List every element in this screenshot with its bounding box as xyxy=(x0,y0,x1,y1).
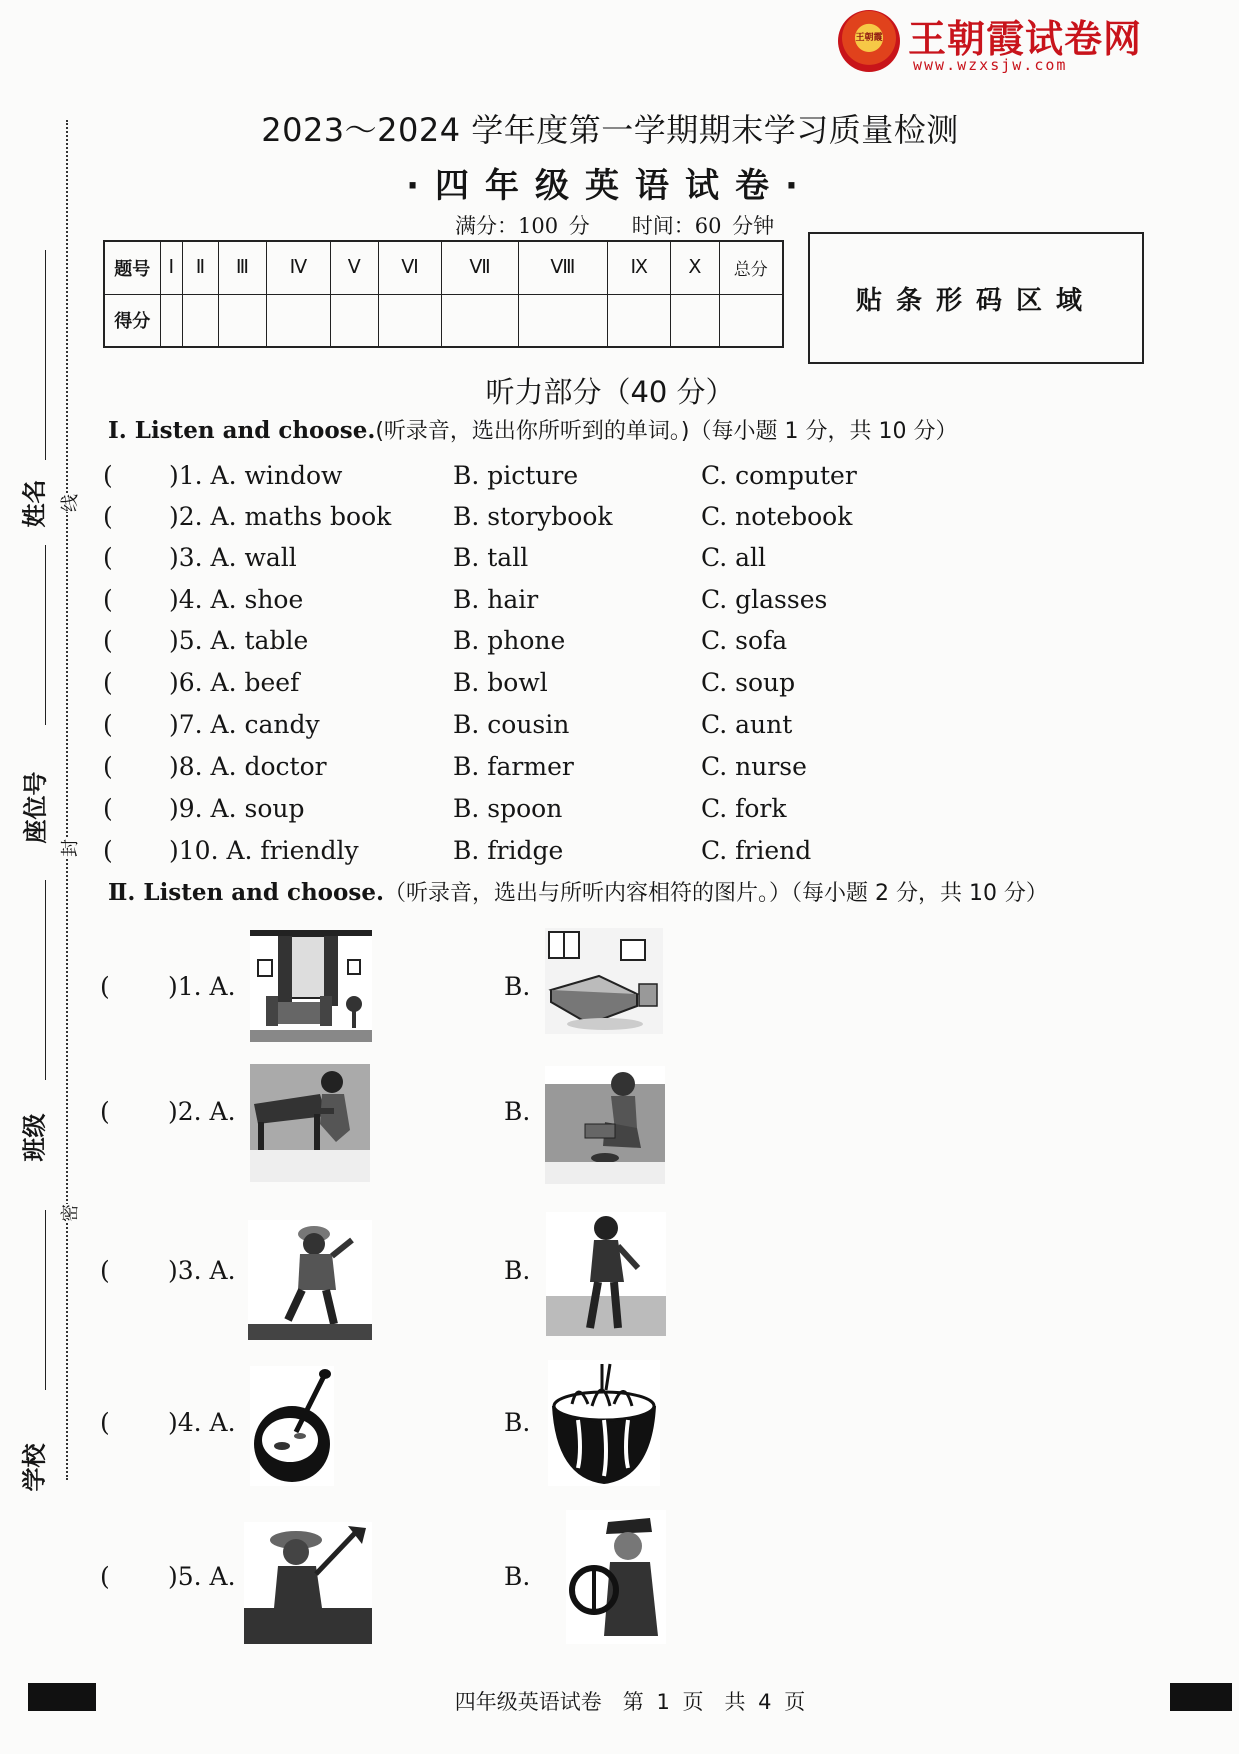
option-c: C. notebook xyxy=(701,502,853,531)
total-score-label: 总分 xyxy=(719,241,783,294)
barcode-area: 贴条形码区域 xyxy=(808,232,1144,364)
question-row xyxy=(103,710,1153,746)
option-b: B. hair xyxy=(453,585,539,614)
question-row xyxy=(103,794,1153,830)
score-col-1: Ⅰ xyxy=(160,241,183,294)
option-c: C. computer xyxy=(701,461,857,490)
option-c: C. all xyxy=(701,543,767,572)
score-cell[interactable] xyxy=(518,294,607,347)
option-a: )4. A. shoe xyxy=(169,585,304,614)
score-col-10: Ⅹ xyxy=(671,241,719,294)
question-row xyxy=(103,626,1153,662)
score-col-2: Ⅱ xyxy=(183,241,219,294)
score-col-8: Ⅷ xyxy=(518,241,607,294)
score-cell[interactable] xyxy=(378,294,442,347)
answer-paren[interactable]: ( xyxy=(100,1562,110,1591)
option-a: )2. A. maths book xyxy=(169,502,392,531)
option-a: )5. A. table xyxy=(169,626,309,655)
section-2-heading-en: Ⅱ. Listen and choose. xyxy=(108,879,384,906)
score-cell[interactable] xyxy=(442,294,518,347)
option-c: C. aunt xyxy=(701,710,793,739)
exam-subtitle: ·四年级英语试卷· xyxy=(406,166,814,206)
answer-paren[interactable]: ( xyxy=(103,794,113,823)
option-a: )10. A. friendly xyxy=(169,836,359,865)
answer-paren[interactable]: ( xyxy=(103,585,113,614)
binding-field-seat: 座位号 xyxy=(21,771,50,844)
tall-girl-picture[interactable] xyxy=(546,1212,666,1336)
option-a: )3. A. wall xyxy=(169,543,297,572)
section-2-heading-cn: （听录音，选出与所听内容相符的图片。）（每小题 2 分，共 10 分） xyxy=(383,881,1048,906)
section-1-heading-cn: (听录音，选出你所听到的单词。)（每小题 1 分，共 10 分） xyxy=(375,419,958,444)
driver-at-wheel-picture[interactable] xyxy=(566,1510,666,1644)
question-row xyxy=(103,585,1153,621)
answer-paren[interactable]: ( xyxy=(103,502,113,531)
question-row xyxy=(103,752,1153,788)
score-cell[interactable] xyxy=(218,294,266,347)
option-b: B. storybook xyxy=(453,502,613,531)
answer-paren[interactable]: ( xyxy=(103,668,113,697)
brand-name: 王朝霞试卷网 xyxy=(908,17,1143,61)
section-1-heading-en: Ⅰ. Listen and choose. xyxy=(108,417,376,444)
score-table xyxy=(103,240,784,348)
option-a-label: )3. A. xyxy=(168,1256,236,1285)
exam-meta: 满分：100 分 时间：60 分钟 xyxy=(455,214,775,238)
farmer-with-shovel-picture[interactable] xyxy=(244,1522,372,1644)
binding-mark-seal: 封 xyxy=(56,839,82,857)
score-col-5: Ⅴ xyxy=(330,241,378,294)
living-room-picture[interactable] xyxy=(250,930,372,1042)
question-row xyxy=(103,668,1153,704)
name-rule xyxy=(45,250,46,460)
brand-url: www.wzxsjw.com xyxy=(913,56,1068,74)
class-rule xyxy=(45,880,46,1080)
score-cell[interactable] xyxy=(671,294,719,347)
answer-paren[interactable]: ( xyxy=(103,836,113,865)
school-rule xyxy=(45,1210,46,1390)
boy-cleaning-table-picture[interactable] xyxy=(250,1064,370,1182)
score-header-row xyxy=(104,241,783,294)
score-cell[interactable] xyxy=(330,294,378,347)
seal-text: 王朝霞 xyxy=(855,33,883,43)
option-c: C. sofa xyxy=(701,626,788,655)
score-col-9: Ⅸ xyxy=(608,241,671,294)
option-a-label: )5. A. xyxy=(168,1562,236,1591)
score-col-6: Ⅵ xyxy=(378,241,442,294)
section-1-heading xyxy=(108,414,957,445)
binding-dotted-line xyxy=(66,120,68,1480)
page-footer: 四年级英语试卷 第 1 页 共 4 页 xyxy=(454,1690,806,1714)
option-c: C. soup xyxy=(701,668,796,697)
option-a: )1. A. window xyxy=(169,461,343,490)
bedroom-picture[interactable] xyxy=(545,928,663,1034)
question-row xyxy=(103,461,1153,497)
option-c: C. glasses xyxy=(701,585,828,614)
option-c: C. fork xyxy=(701,794,787,823)
score-cell[interactable] xyxy=(267,294,331,347)
answer-paren[interactable]: ( xyxy=(100,1256,110,1285)
option-b: B. phone xyxy=(453,626,566,655)
total-score-cell[interactable] xyxy=(719,294,783,347)
question-row xyxy=(103,502,1153,538)
option-b: B. bowl xyxy=(453,668,548,697)
score-cell[interactable] xyxy=(183,294,219,347)
option-c: C. nurse xyxy=(701,752,807,781)
option-a: )8. A. doctor xyxy=(169,752,327,781)
answer-paren[interactable]: ( xyxy=(103,461,113,490)
option-a-label: )2. A. xyxy=(168,1097,236,1126)
bowl-of-soup-picture[interactable] xyxy=(250,1366,334,1486)
binding-mark-line: 线 xyxy=(56,494,82,512)
bowl-of-noodles-picture[interactable] xyxy=(548,1360,660,1486)
option-a-label: )1. A. xyxy=(168,972,236,1001)
binding-field-school: 学校 xyxy=(20,1443,49,1492)
answer-paren[interactable]: ( xyxy=(100,1097,110,1126)
registration-mark-left xyxy=(28,1683,96,1711)
option-b: B. picture xyxy=(453,461,579,490)
score-col-3: Ⅲ xyxy=(218,241,266,294)
binding-mark-secret: 密 xyxy=(56,1204,82,1222)
option-c: C. friend xyxy=(701,836,812,865)
score-col-7: Ⅶ xyxy=(442,241,518,294)
registration-mark-right xyxy=(1170,1683,1232,1711)
option-b: B. tall xyxy=(453,543,529,572)
question-number-label: 题号 xyxy=(104,241,160,294)
girl-sweeping-floor-picture[interactable] xyxy=(545,1066,665,1184)
option-b: B. farmer xyxy=(453,752,574,781)
listening-part-title: 听力部分（40 分） xyxy=(485,375,735,409)
option-b-label: B. xyxy=(504,1408,531,1437)
question-row xyxy=(103,836,1153,872)
score-value-row xyxy=(104,294,783,347)
answer-paren[interactable]: ( xyxy=(103,752,113,781)
brand-logo xyxy=(838,8,1158,72)
option-a: )7. A. candy xyxy=(169,710,320,739)
option-a-label: )4. A. xyxy=(168,1408,236,1437)
option-a: )9. A. soup xyxy=(169,794,305,823)
answer-paren[interactable]: ( xyxy=(103,710,113,739)
option-b-label: B. xyxy=(504,1097,531,1126)
answer-paren[interactable]: ( xyxy=(103,626,113,655)
section-2-heading xyxy=(108,876,1048,907)
exam-title: 2023～2024 学年度第一学期期末学习质量检测 xyxy=(261,111,959,149)
option-a: )6. A. beef xyxy=(169,668,300,697)
score-cell[interactable] xyxy=(160,294,183,347)
option-b: B. cousin xyxy=(453,710,570,739)
binding-field-class: 班级 xyxy=(20,1113,49,1162)
score-col-4: Ⅳ xyxy=(267,241,331,294)
score-cell[interactable] xyxy=(608,294,671,347)
answer-paren[interactable]: ( xyxy=(100,1408,110,1437)
score-label: 得分 xyxy=(104,294,160,347)
option-b: B. fridge xyxy=(453,836,564,865)
seat-rule xyxy=(45,545,46,725)
option-b-label: B. xyxy=(504,1256,531,1285)
option-b: B. spoon xyxy=(453,794,563,823)
binding-field-name: 姓名 xyxy=(20,479,49,528)
boy-with-cap-picture[interactable] xyxy=(248,1220,372,1340)
answer-paren[interactable]: ( xyxy=(103,543,113,572)
option-b-label: B. xyxy=(504,972,531,1001)
answer-paren[interactable]: ( xyxy=(100,972,110,1001)
option-b-label: B. xyxy=(504,1562,531,1591)
question-row xyxy=(103,543,1153,579)
